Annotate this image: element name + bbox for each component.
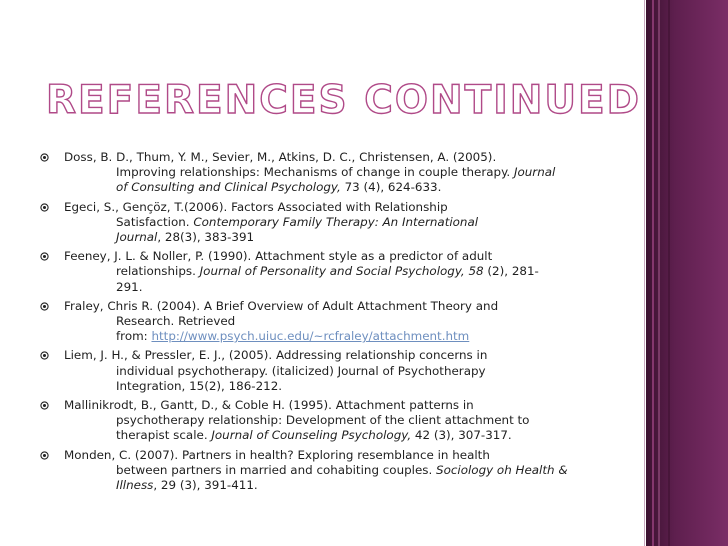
reference-line <box>64 314 620 329</box>
band-stripe <box>668 0 670 546</box>
reference-text: relationships. <box>116 264 200 279</box>
reference-item <box>40 398 620 444</box>
reference-line <box>64 428 620 443</box>
reference-text: Integration, 15(2), 186-212. <box>116 378 283 393</box>
reference-list <box>40 150 620 497</box>
target-bullet-icon <box>40 401 49 410</box>
reference-text: Improving relationships: Mechanisms of change in couple therapy. <box>116 165 514 180</box>
reference-text: Doss, B. D., Thum, Y. M., Sevier, M., Atkins, D. C., Christensen, A. (2005). <box>64 150 497 164</box>
journal-title: Journal of Counseling Psychology, <box>211 428 412 443</box>
reference-text: Liem, J. H., & Pressler, E. J., (2005). Addressing relationship concerns in <box>64 348 488 363</box>
slide-title: REFERENCES CONTINUED <box>46 78 642 123</box>
reference-text: between partners in married and cohabiting couples. <box>116 462 437 477</box>
reference-text: 291. <box>116 279 143 294</box>
reference-line <box>64 478 620 493</box>
target-bullet-icon <box>40 252 49 261</box>
journal-title: of Consulting and Clinical Psychology, <box>116 180 341 195</box>
reference-line <box>64 249 620 264</box>
reference-line <box>64 150 620 165</box>
reference-item <box>40 249 620 295</box>
reference-line <box>64 200 620 215</box>
journal-title: Illness <box>116 478 154 493</box>
reference-line <box>64 180 620 195</box>
target-bullet-icon <box>40 302 49 311</box>
reference-line <box>64 329 620 344</box>
reference-item <box>40 448 620 494</box>
reference-line <box>64 348 620 363</box>
reference-text: therapist scale. <box>116 428 212 443</box>
target-bullet-icon <box>40 153 49 162</box>
reference-line <box>64 280 620 295</box>
reference-text: Satisfaction. <box>116 214 194 229</box>
decorative-band <box>646 0 728 546</box>
reference-item <box>40 299 620 345</box>
reference-text: Egeci, S., Gençöz, T.(2006). Factors Associated with Relationship <box>64 199 448 214</box>
reference-line <box>64 299 620 314</box>
divider-line <box>644 0 645 546</box>
reference-text: Mallinikrodt, B., Gantt, D., & Coble H. (1995). Attachment patterns in <box>64 398 474 413</box>
reference-text: Fraley, Chris R. (2004). A Brief Overview of Adult Attachment Theory and <box>64 298 499 313</box>
reference-line <box>64 379 620 394</box>
journal-title: Contemporary Family Therapy: An International <box>193 214 479 229</box>
reference-item <box>40 348 620 394</box>
reference-text: Feeney, J. L. & Noller, P. (1990). Attachment style as a predictor of adult <box>64 249 493 264</box>
reference-text: psychotherapy relationship: Development of the client attachment to <box>116 413 530 428</box>
reference-line <box>64 264 620 279</box>
journal-title: Journal of Personality and Social Psychology, 58 <box>199 264 484 279</box>
reference-text: (2), 281- <box>483 264 539 279</box>
reference-line <box>64 215 620 230</box>
reference-line <box>64 448 620 463</box>
reference-item <box>40 200 620 246</box>
band-stripe <box>658 0 660 546</box>
reference-text: individual psychotherapy. (italicized) Journal of Psychotherapy <box>116 363 486 378</box>
reference-line <box>64 398 620 413</box>
reference-line <box>64 364 620 379</box>
journal-title: Sociology oh Health & <box>436 462 568 477</box>
target-bullet-icon <box>40 203 49 212</box>
reference-line <box>64 463 620 478</box>
reference-line <box>64 230 620 245</box>
reference-text: 42 (3), 307-317. <box>411 428 512 443</box>
reference-text: Monden, C. (2007). Partners in health? Exploring resemblance in health <box>64 447 490 462</box>
reference-text: 73 (4), 624-633. <box>340 180 442 195</box>
target-bullet-icon <box>40 451 49 460</box>
journal-title: Journal <box>116 230 158 245</box>
journal-title: Journal <box>513 165 556 180</box>
reference-item <box>40 150 620 196</box>
target-bullet-icon <box>40 351 49 360</box>
band-stripe <box>652 0 654 546</box>
reference-line <box>64 165 620 180</box>
reference-text: from: <box>116 329 152 344</box>
reference-text: , 29 (3), 391-411. <box>153 478 258 493</box>
reference-text: , 28(3), 383-391 <box>157 230 255 245</box>
reference-line <box>64 413 620 428</box>
reference-link[interactable]: http://www.psych.uiuc.edu/~rcfraley/attachment.htm <box>151 329 470 344</box>
reference-text: Research. Retrieved <box>116 314 236 329</box>
